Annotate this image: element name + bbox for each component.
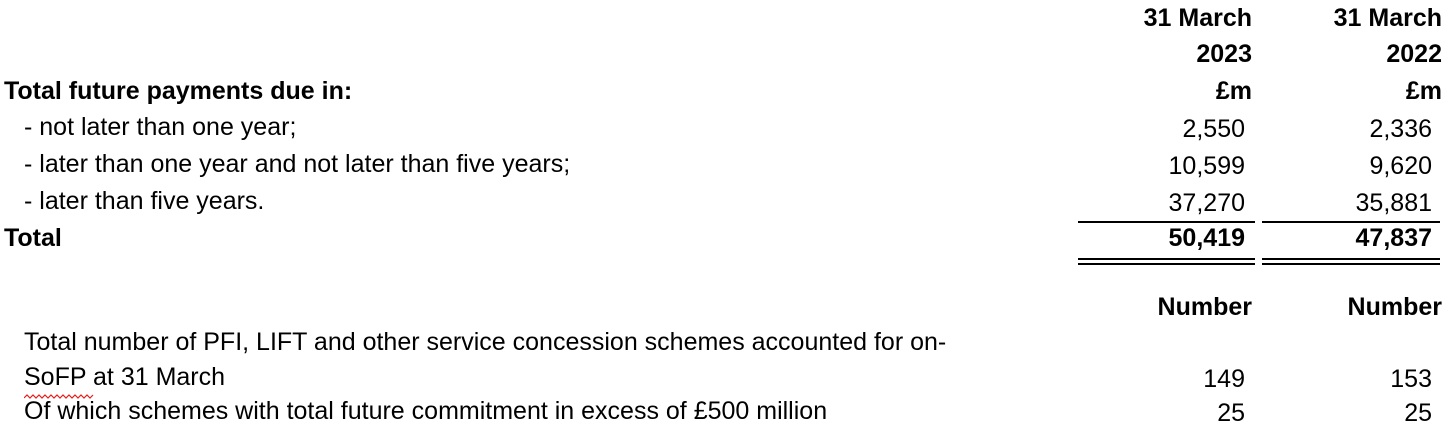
row-label-one-to-five-years: - later than one year and not later than five years; bbox=[24, 150, 571, 178]
col-2022-unit: £m bbox=[1405, 77, 1442, 105]
row-label-later-than-five-years: - later than five years. bbox=[24, 187, 265, 215]
row-value-2022: 2,336 bbox=[1369, 115, 1432, 143]
schemes-value-2022: 153 bbox=[1390, 365, 1432, 393]
col-2023-unit: £m bbox=[1215, 77, 1252, 105]
col-2023-header-month: 31 March bbox=[1143, 4, 1252, 32]
total-value-2023: 50,419 bbox=[1168, 224, 1245, 252]
col-2022-header-month: 31 March bbox=[1333, 4, 1442, 32]
large-schemes-label: Of which schemes with total future commitment in excess of £500 million bbox=[24, 397, 828, 425]
total-double-rule-2022-b bbox=[1262, 263, 1440, 265]
large-schemes-value-2022: 25 bbox=[1404, 399, 1432, 427]
col-2022-header-year: 2022 bbox=[1386, 40, 1442, 68]
schemes-value-2023: 149 bbox=[1203, 365, 1245, 393]
number-header-2023: Number bbox=[1157, 293, 1252, 321]
schemes-label-line1: Total number of PFI, LIFT and other service concession schemes accounted for on- bbox=[24, 328, 947, 356]
row-label-within-one-year: - not later than one year; bbox=[24, 113, 297, 141]
total-double-rule-2022-a bbox=[1262, 258, 1440, 260]
row-value-2023: 10,599 bbox=[1168, 152, 1245, 180]
total-label: Total bbox=[4, 224, 62, 252]
total-double-rule-2023-a bbox=[1078, 258, 1255, 260]
row-value-2023: 2,550 bbox=[1182, 115, 1245, 143]
total-double-rule-2023-b bbox=[1078, 263, 1255, 265]
schemes-label-line2: SoFP at 31 March bbox=[24, 363, 226, 391]
row-value-2022: 35,881 bbox=[1355, 189, 1432, 217]
number-header-2022: Number bbox=[1347, 293, 1442, 321]
total-value-2022: 47,837 bbox=[1355, 224, 1432, 252]
section-title: Total future payments due in: bbox=[4, 77, 353, 105]
row-value-2022: 9,620 bbox=[1369, 152, 1432, 180]
row-value-2023: 37,270 bbox=[1168, 189, 1245, 217]
col-2023-header-year: 2023 bbox=[1196, 40, 1252, 68]
large-schemes-value-2023: 25 bbox=[1217, 399, 1245, 427]
